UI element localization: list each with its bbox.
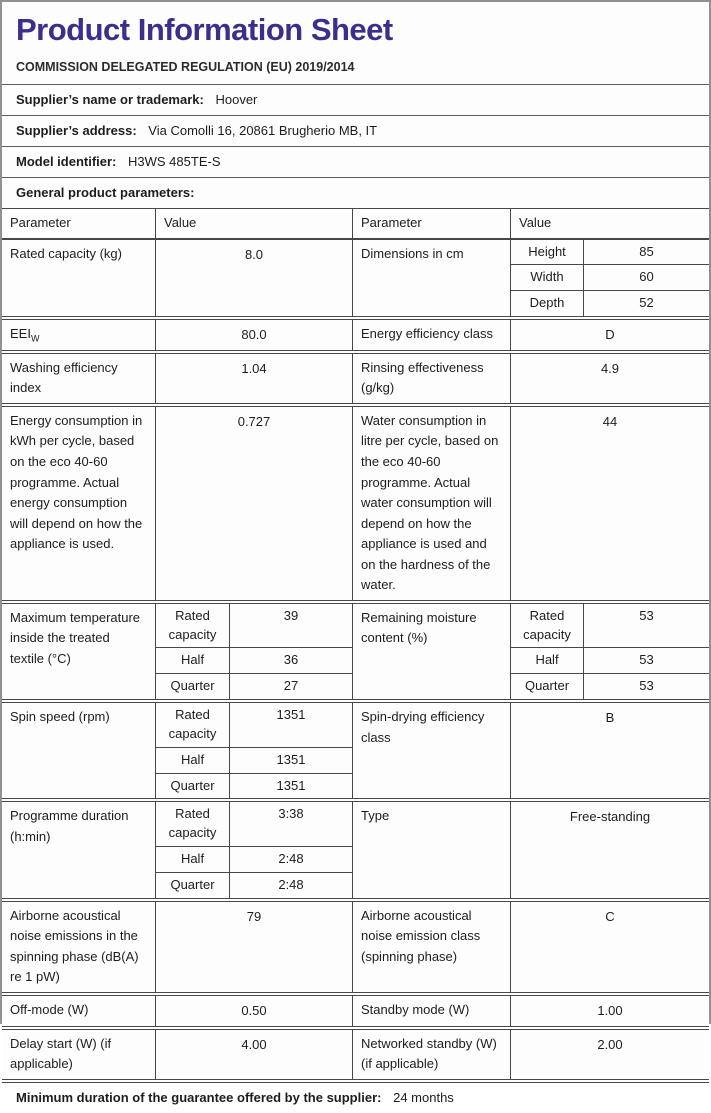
subrow-value: 39 [283,607,299,623]
subrow-label: Half [511,648,584,673]
value-cell [510,604,709,699]
param-cell: Spin speed (rpm) [10,709,110,725]
sub-row [156,703,352,747]
param-subscript: W [30,333,40,344]
subrow-value: 53 [639,678,654,694]
value-cell: 1.00 [510,996,709,1026]
value-cell: C [510,902,709,992]
header-block [2,2,709,84]
subrow-value: 60 [639,269,654,285]
subrow-label: Height [511,240,584,265]
value-cell: 2.00 [510,1030,709,1079]
sub-row [156,747,352,773]
subrow-label: Rated capacity [156,604,230,648]
subrow-value: 2:48 [278,851,304,867]
section-heading-row [2,177,709,208]
param-cell: Maximum temperature inside the treated textile (°C) [10,609,141,666]
value-cell: 0.50 [155,996,352,1026]
subrow-value: 85 [639,243,654,259]
supplier-address-label: Supplier’s address: [16,123,137,138]
table-row [2,901,709,993]
value-cell: 0.727 [155,407,352,600]
model-identifier-label: Model identifier: [16,154,117,169]
subrow-label: Half [156,648,230,673]
value-cell: 4.9 [510,354,709,403]
column-header-parameter-right: Parameter [352,209,510,238]
value-cell [155,703,352,798]
column-header-value-right: Value [510,209,709,238]
param-cell: Water consumption in litre per cycle, based on the eco 40-60 programme. Actual water consumption will depend on how the appliance is used and on the hardness of the water. [352,407,510,600]
parameters-table [2,208,709,1080]
sub-row [156,872,352,898]
sub-row [156,802,352,846]
sub-row [511,673,709,699]
param-cell: Energy consumption in kWh per cycle, based on the eco 40-60 programme. Actual energy consumption will depend on how the appliance is used. [10,412,143,552]
param-cell: Energy efficiency class [352,320,510,350]
sub-row [156,647,352,673]
param-cell: $EEI_W$ [10,326,40,344]
table-body [2,239,709,1080]
sub-row [511,647,709,673]
value-cell [510,240,709,317]
value-cell: 79 [155,902,352,992]
subrow-value: 1351 [276,707,306,723]
value-cell [155,604,352,699]
param-cell: Off-mode (W) [10,1001,89,1017]
supplier-address-value: Via Comolli 16, 20861 Brugherio MB, IT [148,123,378,138]
sub-row [156,604,352,648]
guarantee-label: Minimum duration of the guarantee offered by the supplier: [16,1089,382,1105]
page-title: Product Information Sheet [16,12,393,47]
value-cell: 4.00 [155,1030,352,1079]
subrow-label: Rated capacity [156,802,230,846]
subrow-label: Half [156,847,230,872]
table-row [2,406,709,601]
subrow-label: Quarter [156,774,230,799]
value-cell: 1.04 [155,354,352,403]
subrow-value: 36 [283,652,299,668]
subrow-value: 1351 [276,751,306,767]
section-heading: General product parameters: [16,185,195,200]
subrow-label: Rated capacity [511,604,584,648]
sub-row [511,604,709,648]
value-cell: 8.0 [155,240,352,317]
sub-row [511,240,709,265]
value-cell: B [510,703,709,798]
table-row [2,239,709,318]
subrow-label: Quarter [511,674,584,699]
table-row [2,319,709,351]
sub-row [156,673,352,699]
subrow-value: 53 [639,652,654,668]
supplier-name-row [2,84,709,115]
table-row [2,1029,709,1080]
param-cell: Airborne acoustical noise emissions in the spinning phase (dB(A) re 1 pW) [10,907,139,985]
table-row [2,702,709,799]
table-header-row [2,208,709,239]
value-cell [155,802,352,897]
param-cell: Washing efficiency index [10,359,118,396]
param-cell: Rinsing effectiveness (g/kg) [352,354,510,403]
regulation-subtitle: COMMISSION DELEGATED REGULATION (EU) 2019/2014 [16,60,355,74]
subrow-label: Depth [511,291,584,316]
sub-row [156,846,352,872]
param-cell: Programme duration (h:min) [10,808,129,844]
param-cell: Airborne acoustical noise emission class (spinning phase) [352,902,510,992]
sub-row [511,264,709,290]
model-identifier-row [2,146,709,177]
model-identifier-value: H3WS 485TE-S [128,154,221,169]
subrow-value: 52 [639,295,654,311]
subrow-label: Quarter [156,873,230,898]
param-cell: Spin-drying efficiency class [352,703,510,798]
sub-row [511,290,709,316]
param-cell: Standby mode (W) [352,996,510,1026]
supplier-name-value: Hoover [215,92,258,107]
column-header-parameter-left: Parameter [10,215,71,230]
supplier-name-label: Supplier’s name or trademark: [16,92,204,107]
param-cell: Dimensions in cm [352,240,510,317]
param-cell: Rated capacity (kg) [10,245,122,261]
subrow-label: Rated capacity [156,703,230,747]
subrow-label: Quarter [156,674,230,699]
guarantee-value: 24 months [393,1089,454,1105]
subrow-value: 53 [639,607,654,623]
subrow-label: Width [511,265,584,290]
supplier-address-row [2,115,709,146]
table-row [2,603,709,700]
value-cell: 44 [510,407,709,600]
subrow-value: 27 [283,678,299,694]
subrow-value: 1351 [276,777,306,793]
subrow-value: 2:48 [278,877,304,892]
table-row [2,801,709,898]
value-cell: 80.0 [155,320,352,350]
column-header-value-left: Value [155,209,352,238]
param-cell: Type [352,802,510,897]
table-row [2,995,709,1027]
param-cell: Delay start (W) (if applicable) [10,1035,112,1072]
sub-row [156,773,352,799]
param-cell: Networked standby (W) (if applicable) [352,1030,510,1079]
table-row [2,353,709,404]
subrow-value: 3:38 [278,806,304,822]
subrow-label: Half [156,748,230,773]
value-cell: Free-standing [510,802,709,897]
param-cell: Remaining moisture content (%) [352,604,510,699]
value-cell: D [510,320,709,350]
guarantee-row [2,1082,709,1113]
